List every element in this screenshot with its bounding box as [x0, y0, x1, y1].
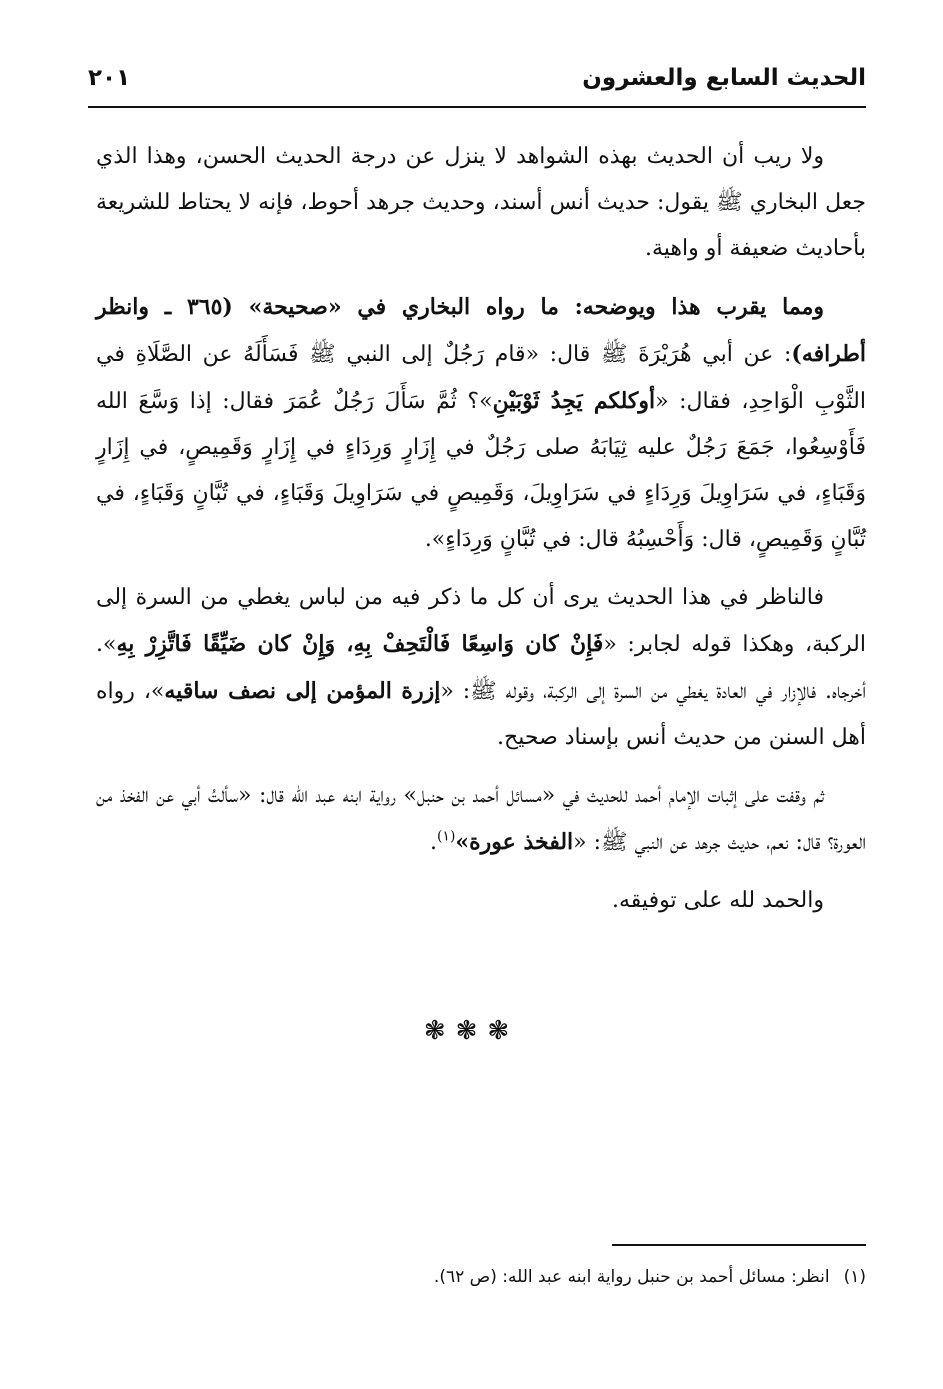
- running-head: الحديث السابع والعشرون: [582, 65, 866, 91]
- footnote-rule: [612, 1244, 866, 1246]
- paragraph-3-text-b: ». أخرجاه. فالإزار في العادة يغطي من السرة إلى الركبة، وقوله ﷺ: «: [96, 632, 866, 704]
- paragraph-4-end: .: [429, 830, 437, 855]
- paragraph-4-text-a: ثم وقفت على إثبات الإمام أحمد للحديث في «مسائل أحمد بن حنبل» رواية ابنه عبد الله قال: «سألتُ أبي عن الفخذ من العورة؟ قال: نعم، حديث جرهد عن النبي ﷺ: «: [96, 783, 866, 855]
- paragraph-4-close-quote: »: [455, 829, 470, 855]
- paragraph-4-hadith-bold: الفخذ عورة: [469, 829, 574, 855]
- header-rule: [88, 106, 866, 108]
- paragraph-1: [96, 134, 866, 272]
- paragraph-3-text-a: فالناظر في هذا الحديث يرى أن كل ما ذكر فيه من لباس يغطي من السرة إلى الركبة، وهكذا قوله لجابر: «: [96, 585, 866, 657]
- footnote-text: انظر: مسائل أحمد بن حنبل رواية ابنه عبد الله: (ص ٦٢).: [433, 1267, 830, 1287]
- paragraph-4: [96, 773, 866, 866]
- paragraph-3-hadith-bold-1: فَإِنْ كان وَاسِعًا فَالْتَحِفْ بِهِ، وَإِنْ كان ضَيِّقًا فَاتَّزِرْ بِهِ: [116, 631, 604, 657]
- section-ornament: ❃❃❃: [423, 1016, 520, 1046]
- paragraph-2-hadith-bold: أوكلكم يَجِدُ ثَوْبَيْنِ: [492, 388, 656, 414]
- paragraph-2-text-b: »؟ ثُمَّ سَأَلَ رَجُلٌ عُمَرَ فقال: إذا وَسَّعَ الله فَأَوْسِعُوا، جَمَعَ رَجُلٌ عليه ثِيَابَهُ صلى رَجُلٌ في إِزَارٍ وَرِدَاءٍ في إِزَارٍ وَقَمِيصٍ، في إِزَارٍ وَقَبَاءٍ، في سَرَاوِيلَ وَرِدَاءٍ في سَرَاوِيلَ، وَقَمِيصٍ في سَرَاوِيلَ وَقَبَاءٍ، في تُبَّانٍ وَقَبَاءٍ، في تُبَّانٍ وَقَمِيصٍ، قال: وَأَحْسِبُهُ قال: في تُبَّانٍ وَرِدَاءٍ».: [96, 389, 866, 552]
- footnote-reference: (١): [436, 828, 456, 845]
- paragraph-2-text-a: : عن أبي هُرَيْرَةَ ﷺ قال: «قام رَجُلٌ إلى النبي ﷺ فَسَأَلَهُ عن الصَّلَاةِ في الثَّوْبِ الْوَاحِدِ، فقال: «: [96, 342, 866, 414]
- paragraph-2: [96, 284, 866, 563]
- page-number: ٢٠١: [88, 65, 131, 91]
- paragraph-2-lead-bold: ومما يقرب هذا ويوضحه: ما رواه البخاري في «صحيحة» (٣٦٥ ـ وانظر أطرافه): [96, 294, 866, 367]
- paragraph-1-text: ولا ريب أن الحديث بهذه الشواهد لا ينزل عن درجة الحديث الحسن، وهذا الذي جعل البخاري ﷺ يقول: حديث أنس أسند، وحديث جرهد أحوط، فإنه لا يحتاط للشريعة بأحاديث ضعيفة أو واهية.: [96, 144, 867, 261]
- page-header: [88, 55, 866, 101]
- footnote-marker: (١): [843, 1267, 866, 1287]
- paragraph-5: [96, 878, 866, 924]
- paragraph-3: [96, 575, 866, 761]
- main-text: [96, 134, 866, 936]
- paragraph-3-text-c: »، رواه أهل السنن من حديث أنس بإسناد صحيح.: [96, 679, 866, 750]
- closing-praise: والحمد لله على توفيقه.: [612, 888, 824, 913]
- footnote: [96, 1262, 866, 1292]
- paragraph-3-hadith-bold-2: إزرة المؤمن إلى نصف ساقيه: [164, 678, 441, 704]
